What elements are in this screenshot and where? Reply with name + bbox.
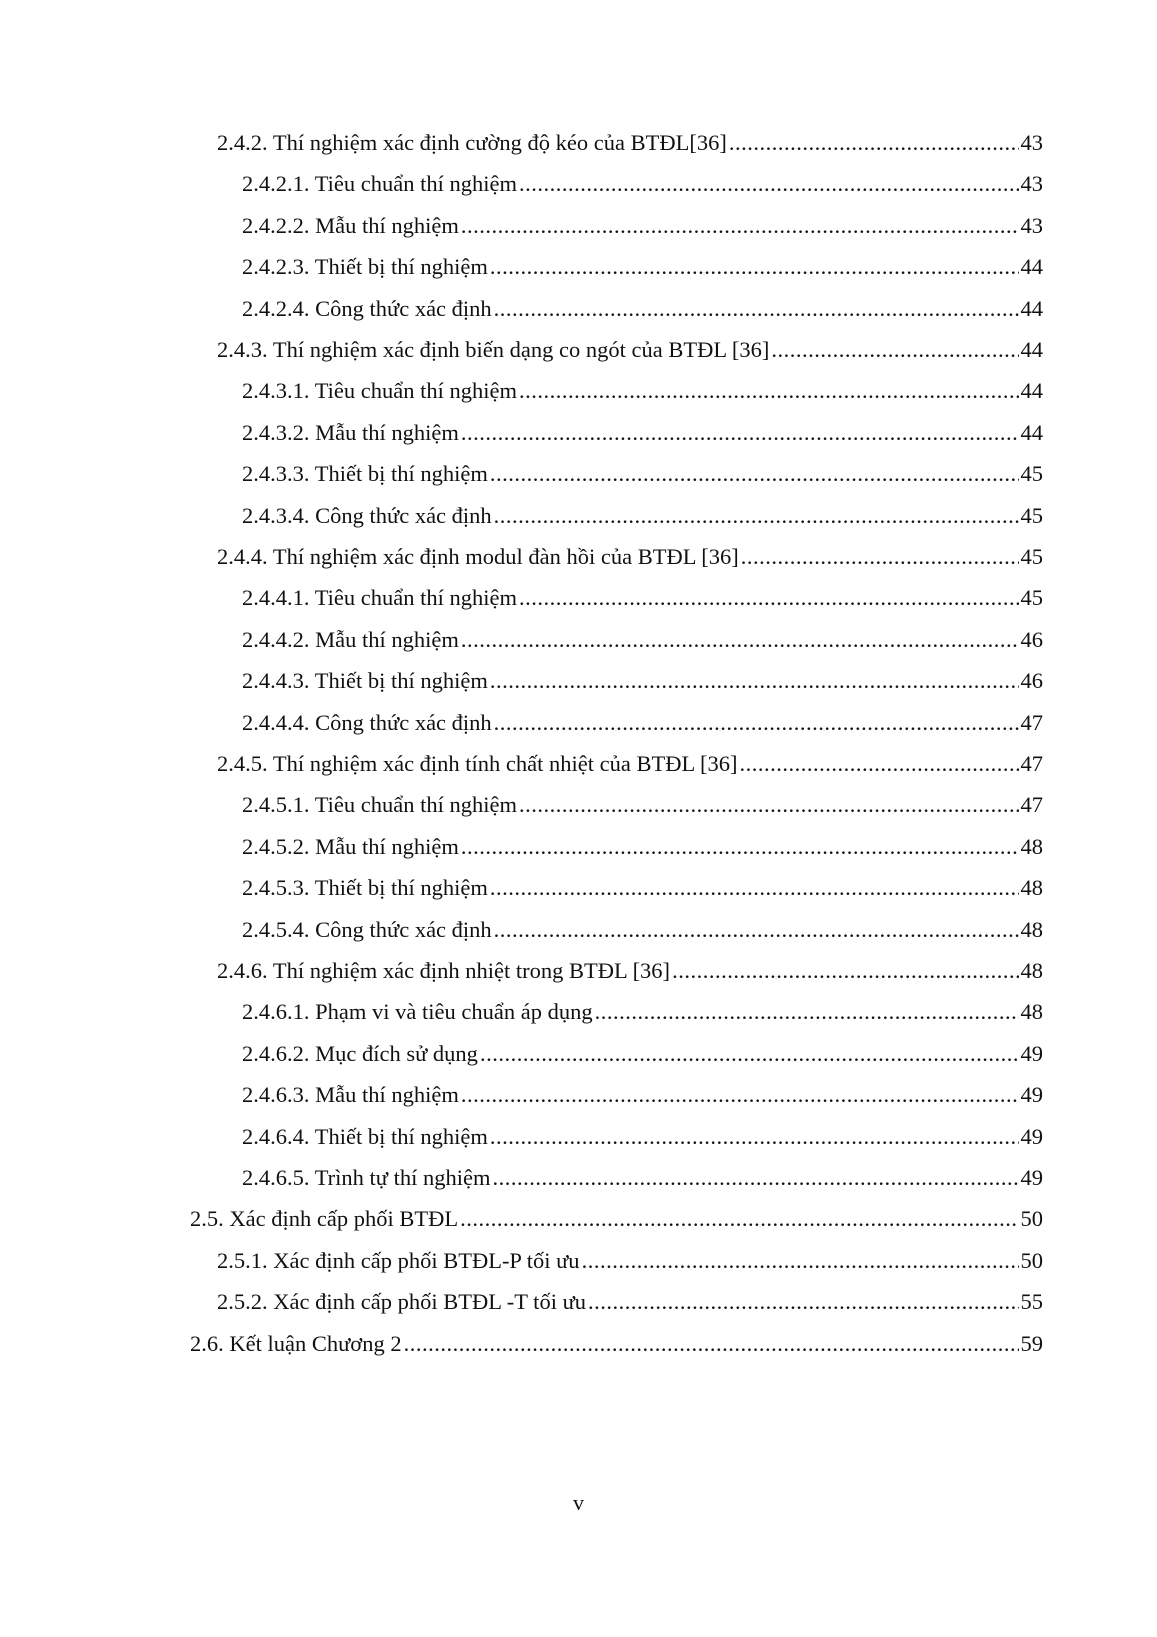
dot-leader	[480, 1039, 1019, 1069]
toc-entry-label: 2.4.5.3. Thiết bị thí nghiệm	[242, 875, 488, 901]
dot-leader	[740, 749, 1019, 779]
toc-entry-page: 48	[1020, 916, 1043, 942]
toc-entry[interactable]	[242, 252, 1043, 282]
toc-entry-label: 2.4.6. Thí nghiệm xác định nhiệt trong BTĐL [36]	[217, 958, 671, 983]
toc-entry-label: 2.4.2.3. Thiết bị thí nghiệm	[242, 254, 488, 280]
dot-leader	[588, 1287, 1018, 1317]
toc-entry-page: 49	[1020, 1123, 1043, 1149]
toc-entry-label: 2.4.2.1. Tiêu chuẩn thí nghiệm	[242, 171, 517, 197]
toc-entry-label: 2.4.2. Thí nghiệm xác định cường độ kéo của BTĐL[36]	[217, 130, 727, 155]
toc-entry[interactable]	[242, 1163, 1043, 1193]
dot-leader	[461, 832, 1019, 862]
toc-entry-label: 2.4.3.4. Công thức xác định	[242, 502, 492, 528]
toc-entry-page: 48	[1020, 999, 1043, 1025]
toc-entry-page: 44	[1020, 337, 1043, 362]
toc-entry-page: 47	[1020, 751, 1043, 776]
dot-leader	[461, 418, 1019, 448]
dot-leader	[519, 169, 1019, 199]
toc-entry-page: 55	[1020, 1289, 1043, 1315]
toc-entry-label: 2.4.4. Thí nghiệm xác định modul đàn hồi của BTĐL [36]	[217, 544, 739, 569]
toc-entry-page: 45	[1020, 461, 1043, 487]
dot-leader	[492, 1163, 1018, 1193]
dot-leader	[494, 294, 1019, 324]
dot-leader	[494, 708, 1019, 738]
toc-entry-page: 43	[1020, 212, 1043, 238]
toc-entry[interactable]	[217, 128, 1043, 158]
toc-entry[interactable]	[242, 790, 1043, 820]
toc-entry-page: 44	[1020, 254, 1043, 280]
toc-entry[interactable]	[242, 459, 1043, 489]
dot-leader	[490, 666, 1019, 696]
dot-leader	[582, 1246, 1019, 1276]
toc-entry-page: 43	[1020, 130, 1043, 155]
dot-leader	[741, 542, 1019, 572]
toc-entry[interactable]	[217, 335, 1043, 365]
toc-entry-label: 2.4.4.3. Thiết bị thí nghiệm	[242, 668, 488, 694]
toc-entry-label: 2.4.2.4. Công thức xác định	[242, 295, 492, 321]
toc-entry[interactable]	[217, 1246, 1043, 1276]
page-number: v	[573, 1490, 584, 1515]
toc-entry-page: 47	[1020, 709, 1043, 735]
toc-entry-page: 49	[1020, 1040, 1043, 1066]
toc-entry-page: 59	[1020, 1330, 1043, 1356]
toc-entry[interactable]	[242, 708, 1043, 738]
toc-entry-label: 2.4.6.2. Mục đích sử dụng	[242, 1040, 478, 1066]
toc-entry[interactable]	[217, 542, 1043, 572]
toc-entry[interactable]	[217, 1287, 1043, 1317]
dot-leader	[490, 252, 1019, 282]
toc-entry-page: 45	[1020, 544, 1043, 569]
toc-entry-label: 2.4.6.3. Mẫu thí nghiệm	[242, 1082, 459, 1108]
toc-entry-page: 43	[1020, 171, 1043, 197]
toc-entry-page: 50	[1020, 1206, 1043, 1232]
toc-entry-label: 2.4.5.2. Mẫu thí nghiệm	[242, 833, 459, 859]
toc-entry[interactable]	[242, 418, 1043, 448]
toc-entry[interactable]	[190, 1204, 1043, 1234]
toc-entry-page: 44	[1020, 378, 1043, 404]
dot-leader	[519, 376, 1019, 406]
toc-entry-page: 48	[1020, 958, 1043, 983]
toc-entry-label: 2.4.3.1. Tiêu chuẩn thí nghiệm	[242, 378, 517, 404]
toc-entry-label: 2.4.2.2. Mẫu thí nghiệm	[242, 212, 459, 238]
toc-entry[interactable]	[242, 583, 1043, 613]
toc-entry[interactable]	[242, 501, 1043, 531]
toc-entry-page: 49	[1020, 1165, 1043, 1190]
toc-entry[interactable]	[242, 1080, 1043, 1110]
toc-entry[interactable]	[217, 749, 1043, 779]
dot-leader	[490, 1122, 1019, 1152]
toc-entry-page: 44	[1020, 295, 1043, 321]
toc-entry-label: 2.4.5.4. Công thức xác định	[242, 916, 492, 942]
toc-entry-label: 2.5.2. Xác định cấp phối BTĐL -T tối ưu	[217, 1289, 587, 1315]
toc-entry-page: 47	[1020, 792, 1043, 818]
toc-entry-page: 48	[1020, 833, 1043, 859]
dot-leader	[519, 790, 1019, 820]
dot-leader	[494, 915, 1019, 945]
toc-entry-label: 2.4.4.2. Mẫu thí nghiệm	[242, 626, 459, 652]
toc-entry[interactable]	[190, 1329, 1043, 1359]
toc-entry[interactable]	[242, 997, 1043, 1027]
toc-entry-label: 2.4.4.4. Công thức xác định	[242, 709, 492, 735]
toc-entry[interactable]	[242, 832, 1043, 862]
dot-leader	[595, 997, 1019, 1027]
toc-entry-label: 2.5. Xác định cấp phối BTĐL	[190, 1206, 459, 1232]
toc-entry[interactable]	[242, 666, 1043, 696]
toc-entry[interactable]	[242, 169, 1043, 199]
dot-leader	[404, 1329, 1019, 1359]
toc-entry-page: 46	[1020, 668, 1043, 694]
toc-entry-label: 2.4.3.2. Mẫu thí nghiệm	[242, 419, 459, 445]
toc-entry-label: 2.4.4.1. Tiêu chuẩn thí nghiệm	[242, 585, 517, 611]
toc-entry-page: 48	[1020, 875, 1043, 901]
dot-leader	[494, 501, 1019, 531]
dot-leader	[460, 1204, 1018, 1234]
toc-entry-label: 2.6. Kết luận Chương 2	[190, 1330, 402, 1356]
toc-entry-page: 45	[1020, 502, 1043, 528]
toc-entry-page: 44	[1020, 419, 1043, 445]
toc-entry-label: 2.4.5. Thí nghiệm xác định tính chất nhiệt của BTĐL [36]	[217, 751, 738, 776]
toc-entry-page: 45	[1020, 585, 1043, 611]
toc-entry-label: 2.4.6.4. Thiết bị thí nghiệm	[242, 1123, 488, 1149]
toc-entry[interactable]	[242, 1039, 1043, 1069]
toc-entry[interactable]	[242, 376, 1043, 406]
toc-entry[interactable]	[242, 211, 1043, 241]
dot-leader	[490, 459, 1019, 489]
toc-entry[interactable]	[242, 915, 1043, 945]
toc-entry-label: 2.4.3.3. Thiết bị thí nghiệm	[242, 461, 488, 487]
toc-entry[interactable]	[242, 294, 1043, 324]
dot-leader	[729, 128, 1019, 158]
toc-entry[interactable]	[242, 625, 1043, 655]
dot-leader	[461, 1080, 1019, 1110]
dot-leader	[672, 956, 1018, 986]
dot-leader	[490, 873, 1019, 903]
dot-leader	[771, 335, 1018, 365]
toc-entry-label: 2.4.3. Thí nghiệm xác định biến dạng co ngót của BTĐL [36]	[217, 337, 770, 362]
toc-entry[interactable]	[242, 873, 1043, 903]
dot-leader	[519, 583, 1019, 613]
toc-entry[interactable]	[217, 956, 1043, 986]
toc-entry-page: 50	[1020, 1247, 1043, 1273]
toc-entry-page: 46	[1020, 626, 1043, 652]
toc-entry-label: 2.5.1. Xác định cấp phối BTĐL-P tối ưu	[217, 1247, 580, 1273]
toc-entry-label: 2.4.6.1. Phạm vi và tiêu chuẩn áp dụng	[242, 999, 593, 1025]
toc-entry[interactable]	[242, 1122, 1043, 1152]
toc-entry-label: 2.4.5.1. Tiêu chuẩn thí nghiệm	[242, 792, 517, 818]
dot-leader	[461, 211, 1019, 241]
toc-entry-label: 2.4.6.5. Trình tự thí nghiệm	[242, 1165, 491, 1190]
toc-entry-page: 49	[1020, 1082, 1043, 1108]
dot-leader	[461, 625, 1019, 655]
